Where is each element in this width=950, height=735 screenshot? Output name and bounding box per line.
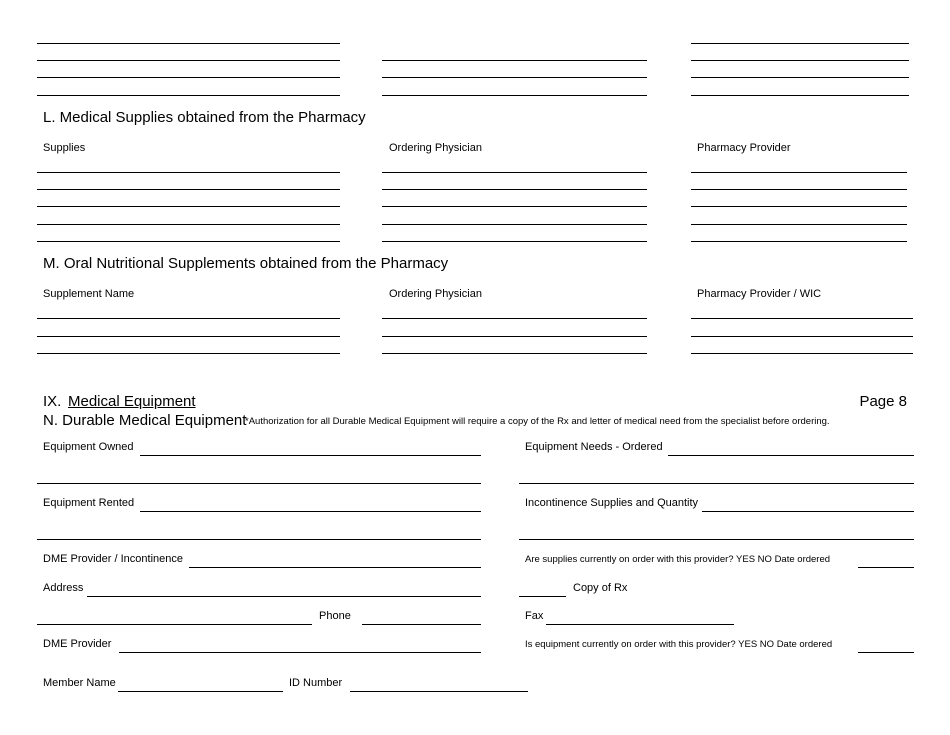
fax-field[interactable] — [546, 624, 734, 625]
dme-provider-field[interactable] — [119, 652, 481, 653]
l-line-c3-4[interactable] — [691, 224, 907, 225]
fax-label: Fax — [525, 610, 544, 622]
incontinence-supplies-field-2[interactable] — [519, 539, 914, 540]
l-line-c3-1[interactable] — [691, 172, 907, 173]
l-line-c1-4[interactable] — [37, 224, 340, 225]
top-line-c2-2[interactable] — [382, 77, 647, 78]
id-number-field[interactable] — [350, 691, 528, 692]
top-line-c1-3[interactable] — [37, 77, 340, 78]
l-line-c3-5[interactable] — [691, 241, 907, 242]
top-line-c1-4[interactable] — [37, 95, 340, 96]
top-line-c1-1[interactable] — [37, 43, 340, 44]
top-line-c3-1[interactable] — [691, 43, 909, 44]
top-line-c3-4[interactable] — [691, 95, 909, 96]
phone-field[interactable] — [362, 624, 481, 625]
dme-provider-incontinence-label: DME Provider / Incontinence — [43, 553, 184, 565]
top-line-c2-1[interactable] — [382, 60, 647, 61]
equipment-needs-field-2[interactable] — [519, 483, 914, 484]
section-l-col-physician: Ordering Physician — [389, 142, 482, 154]
top-line-c3-3[interactable] — [691, 77, 909, 78]
equipment-owned-field-2[interactable] — [37, 483, 481, 484]
m-line-c1-1[interactable] — [37, 318, 340, 319]
section-m-col-physician: Ordering Physician — [389, 288, 482, 300]
equipment-owned-field[interactable] — [140, 455, 481, 456]
copy-of-rx-field[interactable] — [519, 596, 566, 597]
copy-of-rx-label: Copy of Rx — [573, 582, 628, 594]
id-number-label: ID Number — [289, 677, 343, 689]
dme-provider-incontinence-field[interactable] — [189, 567, 481, 568]
l-line-c2-3[interactable] — [382, 206, 647, 207]
dme-provider-label: DME Provider — [43, 638, 112, 650]
equipment-needs-label: Equipment Needs - Ordered — [525, 441, 663, 453]
section-l-col-supplies: Supplies — [43, 142, 86, 154]
section-ix-title: Medical Equipment — [68, 393, 196, 410]
l-line-c2-5[interactable] — [382, 241, 647, 242]
supplies-on-order-question: Are supplies currently on order with this provider? YES NO Date ordered — [525, 554, 831, 565]
address-field-2[interactable] — [37, 624, 312, 625]
incontinence-supplies-field[interactable] — [702, 511, 914, 512]
m-line-c3-2[interactable] — [691, 336, 913, 337]
l-line-c1-3[interactable] — [37, 206, 340, 207]
section-l-col-pharmacy: Pharmacy Provider — [697, 142, 791, 154]
member-name-label: Member Name — [43, 677, 116, 689]
l-line-c2-1[interactable] — [382, 172, 647, 173]
supplies-date-ordered-field[interactable] — [858, 567, 914, 568]
l-line-c2-2[interactable] — [382, 189, 647, 190]
section-m-col-pharmacy-wic: Pharmacy Provider / WIC — [697, 288, 822, 300]
top-line-c1-2[interactable] — [37, 60, 340, 61]
m-line-c1-3[interactable] — [37, 353, 340, 354]
section-n-authorization-note: *Authorization for all Durable Medical Equipment will require a copy of the Rx and letter of medical need from the specialist before ordering. — [245, 416, 830, 427]
l-line-c2-4[interactable] — [382, 224, 647, 225]
incontinence-supplies-label: Incontinence Supplies and Quantity — [525, 497, 699, 509]
m-line-c3-1[interactable] — [691, 318, 913, 319]
l-line-c3-2[interactable] — [691, 189, 907, 190]
l-line-c1-2[interactable] — [37, 189, 340, 190]
equipment-date-ordered-field[interactable] — [858, 652, 914, 653]
phone-label: Phone — [319, 610, 351, 622]
top-line-c3-2[interactable] — [691, 60, 909, 61]
l-line-c1-1[interactable] — [37, 172, 340, 173]
equipment-needs-field[interactable] — [668, 455, 914, 456]
equipment-rented-label: Equipment Rented — [43, 497, 135, 509]
equipment-rented-field[interactable] — [140, 511, 481, 512]
m-line-c2-1[interactable] — [382, 318, 647, 319]
member-name-field[interactable] — [118, 691, 283, 692]
page-number: Page 8 — [859, 393, 907, 410]
equipment-rented-field-2[interactable] — [37, 539, 481, 540]
m-line-c3-3[interactable] — [691, 353, 913, 354]
section-m-title: M. Oral Nutritional Supplements obtained from the Pharmacy — [43, 255, 449, 272]
section-m-col-supplement: Supplement Name — [43, 288, 135, 300]
m-line-c2-3[interactable] — [382, 353, 647, 354]
top-line-c2-3[interactable] — [382, 95, 647, 96]
section-l-title: L. Medical Supplies obtained from the Pharmacy — [43, 109, 366, 126]
l-line-c1-5[interactable] — [37, 241, 340, 242]
section-ix-number: IX. — [43, 393, 62, 410]
section-n-title: N. Durable Medical Equipment — [43, 412, 247, 429]
equipment-on-order-question: Is equipment currently on order with this provider? YES NO Date ordered — [525, 639, 833, 650]
equipment-owned-label: Equipment Owned — [43, 441, 134, 453]
l-line-c3-3[interactable] — [691, 206, 907, 207]
m-line-c1-2[interactable] — [37, 336, 340, 337]
m-line-c2-2[interactable] — [382, 336, 647, 337]
address-field[interactable] — [87, 596, 481, 597]
address-label: Address — [43, 582, 84, 594]
